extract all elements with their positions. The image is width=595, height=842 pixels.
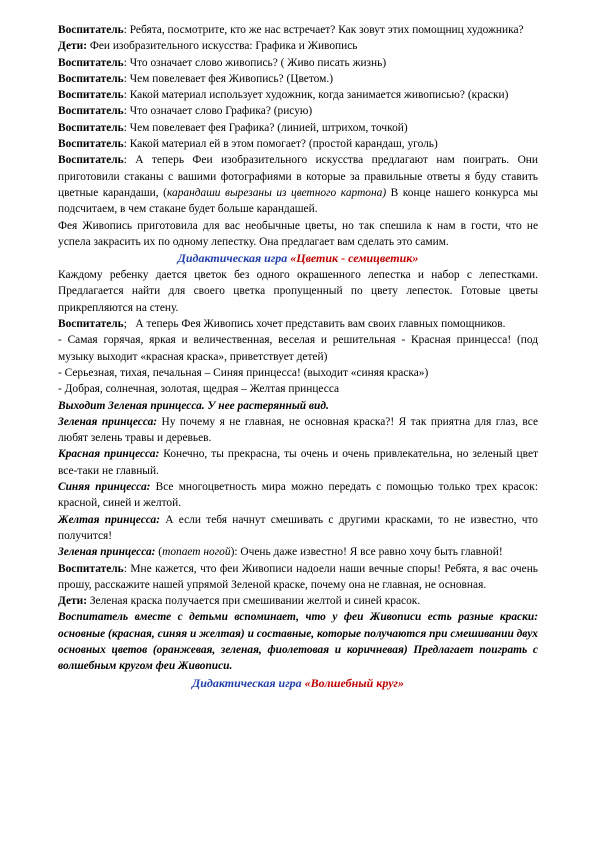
italic-remark: карандаши вырезаны из цветного картона) <box>166 186 387 199</box>
paragraph-2 <box>58 38 538 54</box>
paragraph-text: Чем повелевает фея Графика? (линией, штрихом, точкой) <box>129 121 408 134</box>
paragraph-22 <box>58 561 538 594</box>
paragraph-19 <box>58 479 538 512</box>
separator: : <box>123 24 130 36</box>
paragraph-text: А теперь Феи изобразительного искусства предлагают нам поиграть. Они приготовили стаканы с вашими фотографиями в которые за правильные ответы я буду ставить цветные карандаши, ( <box>58 154 538 199</box>
paragraph-text: Мне кажется, что феи Живописи надоели наши вечные споры! Ребята, я вас очень прошу, расскажите нашей упрямой Зеленой краске, почему она не главная, не основная. <box>58 562 538 591</box>
speaker-label: Дети: <box>58 595 87 608</box>
paragraph-10 <box>58 218 538 251</box>
paragraph-text: А теперь Фея Живопись хочет представить вам своих главных помощников. <box>135 318 506 331</box>
paragraph-11 <box>58 267 538 316</box>
separator: : <box>123 154 136 167</box>
paragraph-text: Какой материал использует художник, когда занимается живописью? (краски) <box>129 89 509 102</box>
separator: : <box>123 121 130 134</box>
paragraph-text: Воспитатель вместе с детьми вспоминает, что у феи Живописи есть разные краски: основные (красная, синяя и желтая) и составные, которые получаются при смешивании двух основных цветов (оранжевая, зеленая, фиолетовая и коричневая) Предлагает поиграть с волшебным кругом феи Живописи. <box>58 611 538 673</box>
paragraph-9 <box>58 152 538 217</box>
speaker-label: Воспитатель <box>58 24 124 36</box>
paragraph-text: Что означает слово Графика? (рисую) <box>129 105 313 118</box>
section-title-tsvetik <box>58 250 538 267</box>
separator: : <box>123 562 131 575</box>
paragraph-text: Что означает слово живопись? ( Живо писать жизнь) <box>129 56 387 69</box>
separator: : <box>123 138 130 151</box>
paragraph-text: Чем повелевает фея Живопись? (Цветом.) <box>129 72 333 85</box>
paragraph-text: ( <box>155 546 163 559</box>
paragraph-text: А если тебя начнут смешивать с другими красками, то не известно, что получится! <box>58 513 538 542</box>
speaker-label: Воспитатель <box>58 121 124 134</box>
speaker-label: Воспитатель <box>58 562 124 575</box>
paragraph-7 <box>58 120 538 136</box>
speaker-label: Зеленая принцесса: <box>58 415 158 428</box>
speaker-label: Синяя принцесса: <box>58 481 151 494</box>
paragraph-1 <box>58 22 538 38</box>
paragraph-8 <box>58 136 538 152</box>
paragraph-text: Феи изобразительного искусства: Графика и Живопись <box>86 40 358 53</box>
title-game-name: «Цветик - семицветик» <box>290 251 419 266</box>
paragraph-24 <box>58 609 538 674</box>
speaker-label: Воспитатель <box>58 89 124 102</box>
paragraph-16 <box>58 398 538 414</box>
title-game-name: «Волшебный круг» <box>304 675 404 690</box>
paragraph-text: Фея Живопись приготовила для вас необычные цветы, но так спешила к нам в гости, что не успела закрасить их по одному лепестку. Она предлагает вам сделать это самим. <box>58 219 538 248</box>
paragraph-text: Ну почему я не главная, не основная краска?! Я так приятна для глаз, все любят зелень травы и деревьев. <box>58 415 538 445</box>
separator: : <box>123 89 130 102</box>
paragraph-20 <box>58 512 538 545</box>
paragraph-text: В конце нашего конкурса мы подсчитаем, в чем стакане будет больше карандашей. <box>58 186 538 216</box>
separator: : <box>123 56 130 69</box>
speaker-label: Воспитатель <box>58 318 124 331</box>
paragraph-text: Ребята, посмотрите, кто же нас встречает? Как зовут этих помощниц художника? <box>129 24 524 36</box>
paragraph-3 <box>58 55 538 71</box>
paragraph-21 <box>58 544 538 560</box>
speaker-label: Дети: <box>58 40 87 53</box>
paragraph-23 <box>58 593 538 609</box>
stage-direction: Выходит Зеленая принцесса. У нее растерянный вид. <box>58 399 329 412</box>
title-prefix: Дидактическая игра <box>177 251 291 266</box>
paragraph-text: Конечно, ты прекрасна, ты очень и очень привлекательна, но зеленый цвет все-таки не главный. <box>58 448 538 477</box>
paragraph-6 <box>58 103 538 119</box>
speaker-label: Воспитатель <box>58 138 124 151</box>
speaker-label: Воспитатель <box>58 154 124 167</box>
speaker-label: Желтая принцесса: <box>58 513 161 526</box>
title-prefix: Дидактическая игра <box>192 675 305 690</box>
paragraph-text: Зеленая краска получается при смешивании желтой и синей красок. <box>86 595 421 608</box>
separator: ; <box>123 318 136 331</box>
speaker-label: Воспитатель <box>58 105 124 118</box>
speaker-label: Красная принцесса: <box>58 448 160 461</box>
paragraph-14 <box>58 365 538 381</box>
paragraph-text: Каждому ребенку дается цветок без одного окрашенного лепестка и набор с лепестками. Предлагается найти для своего цветка пропущенный по цвету лепесток. Готовые цветы прикрепляются на стену. <box>58 269 538 314</box>
paragraph-18 <box>58 446 538 479</box>
paragraph-12 <box>58 316 538 332</box>
paragraph-text: - Серьезная, тихая, печальная – Синяя принцесса! (выходит «синяя краска») <box>58 366 429 379</box>
paragraph-5 <box>58 87 538 103</box>
section-title-krug <box>58 675 538 692</box>
paragraph-4 <box>58 71 538 87</box>
paragraph-text: - Самая горячая, яркая и величественная, веселая и решительная - Красная принцесса! (под музыку выходит «красная краска», приветствует детей) <box>58 334 538 363</box>
paragraph-text: ): Очень даже известно! Я все равно хочу быть главной! <box>230 546 503 559</box>
speaker-label: Воспитатель <box>58 72 124 85</box>
paragraph-text: Все многоцветность мира можно передать с помощью только трех красок: красной, синей и желтой. <box>58 481 539 510</box>
paragraph-13 <box>58 332 538 365</box>
separator: : <box>123 72 130 85</box>
italic-remark: топает ногой <box>162 546 231 559</box>
document-page <box>58 22 538 692</box>
paragraph-text: Какой материал ей в этом помогает? (простой карандаш, уголь) <box>129 138 438 151</box>
speaker-label: Зеленая принцесса: <box>58 546 156 559</box>
speaker-label: Воспитатель <box>58 56 124 69</box>
paragraph-17 <box>58 414 538 447</box>
paragraph-15 <box>58 381 538 397</box>
separator: : <box>123 105 130 118</box>
paragraph-text: - Добрая, солнечная, золотая, щедрая – Желтая принцесса <box>58 383 340 396</box>
